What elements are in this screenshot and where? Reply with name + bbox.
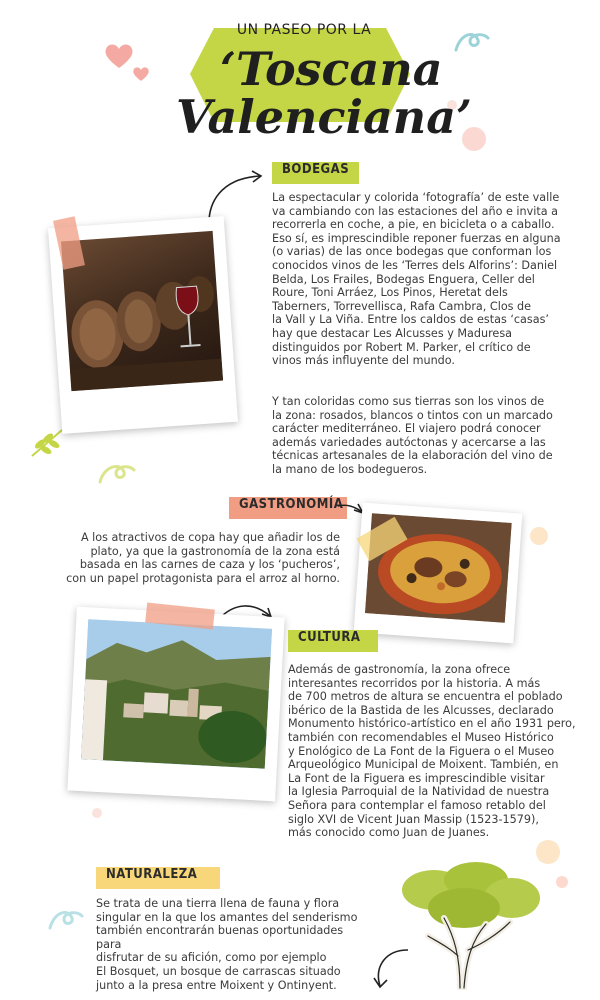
text-line: A los atractivos de copa hay que añadir los de bbox=[80, 531, 340, 544]
text-line: Arqueológico Municipal de Moixent. También, en bbox=[288, 758, 559, 772]
text-line: más conocido como Juan de Juanes. bbox=[288, 826, 490, 840]
moixent-town-photo bbox=[81, 619, 272, 768]
text-line: carácter mediterráneo. El viajero podrá conocer bbox=[272, 422, 541, 436]
text-line: de 700 metros de altura se encuentra el poblado bbox=[288, 690, 563, 704]
text-line: La Font de la Figuera es imprescindible visitar bbox=[288, 771, 545, 785]
swirl-icon bbox=[96, 456, 138, 488]
section-tag-cultura: CULTURA bbox=[288, 630, 378, 652]
naturaleza-paragraph bbox=[96, 897, 366, 992]
swirl-icon bbox=[46, 904, 86, 934]
text-line: Y tan coloridas como sus tierras son los vinos de bbox=[272, 395, 545, 408]
text-line: vinos más influyente del mundo. bbox=[272, 354, 455, 368]
swirl-icon bbox=[452, 26, 492, 56]
text-line: recorrerla en coche, a pie, en bicicleta o a caballo. bbox=[272, 218, 555, 232]
decor-dot bbox=[556, 876, 568, 888]
text-line: la zona: rosados, blancos o tintos con un marcado bbox=[272, 408, 553, 422]
text-line: Se trata de una tierra llena de fauna y flora bbox=[96, 897, 340, 910]
text-line: junto a la presa entre Moixent y Ontinyent. bbox=[96, 978, 337, 992]
section-tag-naturaleza: NATURALEZA bbox=[96, 867, 220, 889]
text-line: siglo XVI de Vicent Juan Massip (1523-1579), bbox=[288, 812, 539, 826]
text-line: El Bosquet, un bosque de carrascas situado bbox=[96, 964, 341, 978]
section-tag-gastronomia: GASTRONOMÍA bbox=[229, 497, 347, 519]
page-title-line1: ‘Toscana bbox=[220, 42, 443, 96]
text-line: singular en la que los amantes del senderismo bbox=[96, 910, 358, 924]
text-line: también encontrarán buenas oportunidades para bbox=[96, 924, 344, 951]
text-line: la mano de los bodegueros. bbox=[272, 462, 428, 476]
text-line: técnicas artesanales de la elaboración del vino de bbox=[272, 449, 553, 463]
text-line: interesantes recorridos por la historia. A más bbox=[288, 676, 541, 690]
photo-frame-food bbox=[354, 503, 523, 644]
photo-frame-town bbox=[67, 607, 284, 802]
text-line: Señora para contemplar el famoso retablo del bbox=[288, 798, 546, 812]
text-line: Taberners, Torrevellisca, Rafa Cambra, Clos de bbox=[272, 299, 532, 313]
text-line: (o varias) de las once bodegas que conforman los bbox=[272, 245, 552, 259]
tree-illustration bbox=[394, 856, 544, 990]
cultura-paragraph bbox=[288, 663, 578, 840]
wine-cellar-photo bbox=[61, 231, 223, 391]
text-line: va cambiando con las estaciones del año e invita a bbox=[272, 204, 559, 218]
text-line: además variedades autóctonas y acercarse a las bbox=[272, 435, 546, 449]
heart-icon bbox=[104, 42, 134, 70]
page-title-line2: Valenciana’ bbox=[176, 90, 473, 144]
gastronomia-paragraph bbox=[60, 531, 340, 585]
text-line: disfrutar de su afición, como por ejemplo bbox=[96, 951, 327, 965]
text-line: Monumento histórico-artístico en el año 1931 pero, bbox=[288, 717, 576, 731]
text-line: Además de gastronomía, la zona ofrece bbox=[288, 663, 511, 676]
decor-dot bbox=[530, 527, 548, 545]
heart-icon bbox=[132, 66, 150, 82]
text-line: distinguidos por Robert M. Parker, el crítico de bbox=[272, 340, 531, 354]
title-kicker: UN PASEO POR LA bbox=[236, 22, 372, 38]
text-line: basada en las carnes de caza y los ‘pucheros’, bbox=[79, 558, 340, 572]
decor-dot bbox=[92, 808, 102, 818]
text-line: plato, ya que la gastronomía de la zona está bbox=[90, 544, 340, 558]
text-line: ibérico de la Bastida de les Alcusses, declarado bbox=[288, 703, 554, 717]
text-line: Roure, Toni Arráez, Los Pinos, Heretat dels bbox=[272, 286, 508, 300]
text-line: la Vall y La Viña. Entre los caldos de estas ‘casas’ bbox=[272, 313, 549, 327]
bodegas-paragraph-2 bbox=[272, 395, 572, 477]
text-line: también con recomendables el Museo Histórico bbox=[288, 730, 554, 744]
text-line: Eso sí, es imprescindible reponer fuerzas en alguna bbox=[272, 231, 561, 245]
text-line: La espectacular y colorida ‘fotografía’ de este valle bbox=[272, 191, 560, 204]
text-line: conocidos vinos de les ‘Terres dels Alforins’: Daniel bbox=[272, 258, 558, 272]
text-line: y Enológico de La Font de la Figuera o el Museo bbox=[288, 744, 555, 758]
text-line: hay que destacar Les Alcusses y Maduresa bbox=[272, 326, 513, 340]
bodegas-paragraph-1 bbox=[272, 191, 572, 368]
text-line: Belda, Los Frailes, Bodegas Enguera, Celler del bbox=[272, 272, 535, 286]
text-line: la Iglesia Parroquial de la Natividad de nuestra bbox=[288, 785, 550, 799]
section-tag-bodegas: BODEGAS bbox=[272, 162, 359, 184]
text-line: con un papel protagonista para el arroz al horno. bbox=[66, 571, 340, 585]
